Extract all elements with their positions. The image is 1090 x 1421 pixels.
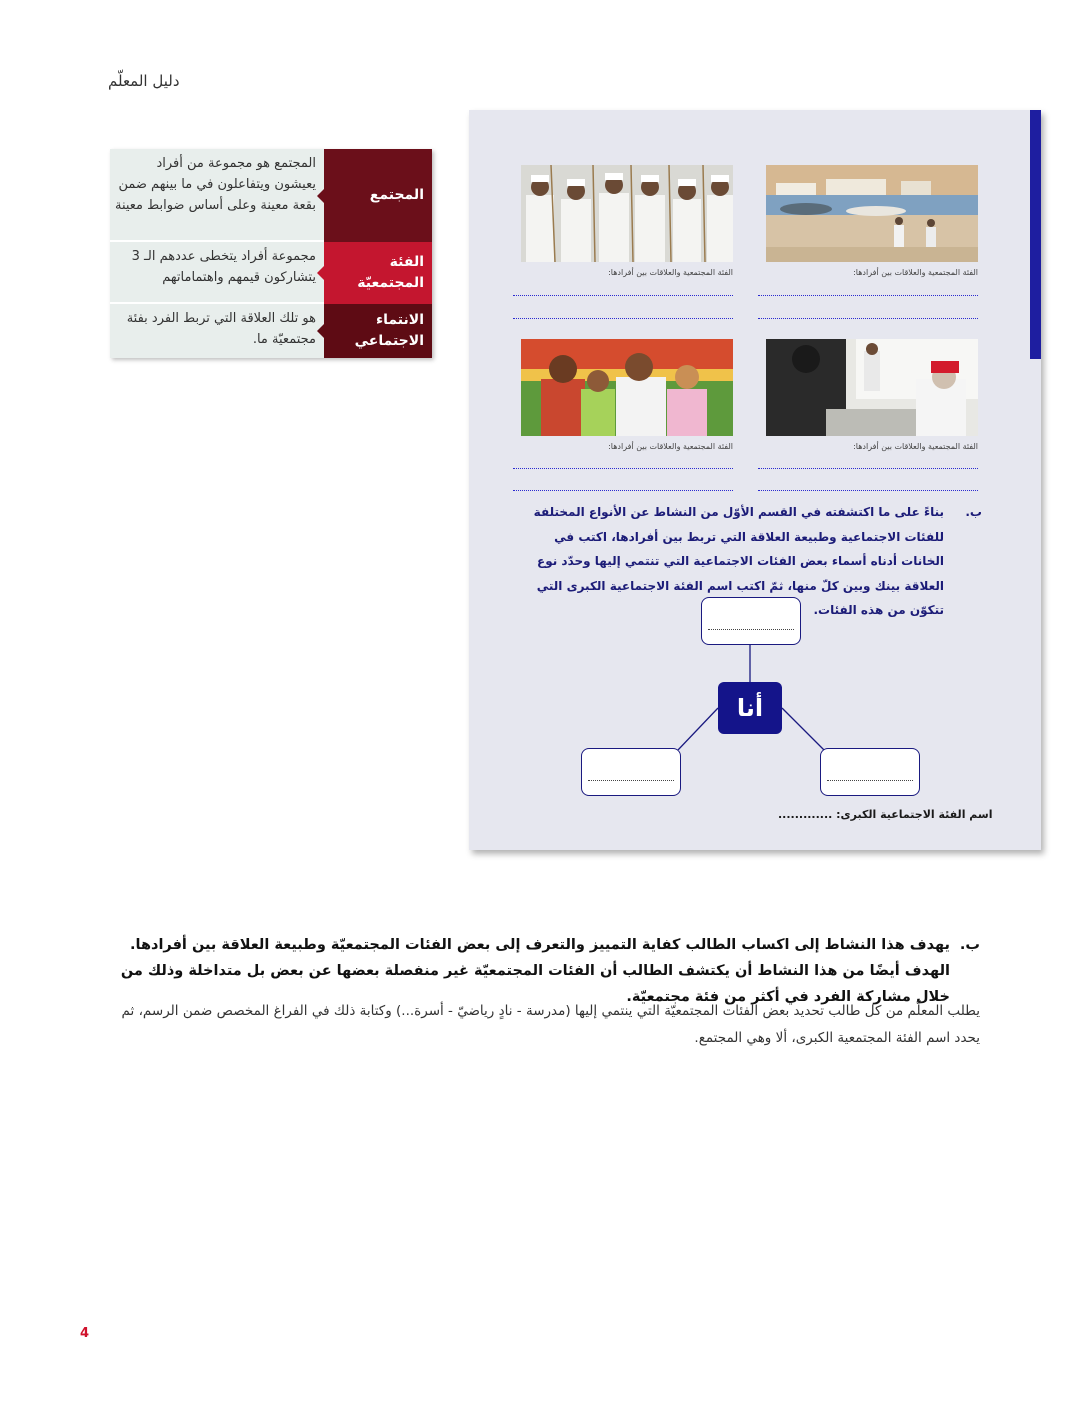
glossary-term: الفئة المجتمعيّة (324, 242, 432, 304)
glossary-term: الانتماء الاجتماعي (324, 304, 432, 358)
big-category-label: اسم الفئة الاجتماعية الكبرى: ............. (778, 808, 993, 821)
glossary-row (110, 149, 432, 242)
glossary-row (110, 242, 432, 304)
center-me-box: أنا (718, 682, 782, 734)
photo-caption: الفئة المجتمعية والعلاقات بين أفرادها: (853, 442, 978, 451)
glossary-definition: المجتمع هو مجموعة من أفراد يعيشون ويتفاعلون في ما بينهم ضمن بقعة معينة وعلى أساس ضوابط معينة (110, 149, 324, 242)
glossary-table (110, 149, 432, 358)
glossary-term: المجتمع (324, 149, 432, 242)
group-box-left[interactable] (581, 748, 681, 796)
photo-caption: الفئة المجتمعية والعلاقات بين أفرادها: (853, 268, 978, 277)
objective-text: يهدف هذا النشاط إلى اكساب الطالب كفاية التمييز والتعرف إلى بعض الفئات المجتمعيّة وطبيعة العلاقة بين أفرادها. الهدف أيضًا من هذا النشاط أن يكتشف الطالب أن الفئات المجتمعيّة غير منفصلة بعضها عن بعض بل متداخلة وذلك من خلال مشاركة الفرد في أكثر من فئة مجتمعيّة. (120, 937, 950, 1005)
page-header-title: دليل المعلّم (108, 72, 180, 90)
group-box-right[interactable] (820, 748, 920, 796)
answer-line[interactable] (513, 490, 733, 491)
answer-line[interactable] (758, 468, 978, 469)
accent-strip (1030, 110, 1041, 359)
classroom-photo (766, 339, 978, 436)
item-marker: ب. (965, 505, 982, 519)
activity-instructions-text: بناءً على ما اكتشفته في القسم الأوّل من النشاط عن الأنواع المختلفة للفئات الاجتماعية وطبيعة العلاقة التي تربط بين أفرادها، اكتب في الخانات أدناه أسماء بعض الفئات الاجتماعية التي تنتمي إليها وحدّد نوع العلاقة بينك وبين كلّ منها، ثمّ اكتب اسم الفئة الاجتماعية الكبرى التي تتكوّن من هذه الفئات. (533, 505, 944, 617)
answer-line[interactable] (513, 295, 733, 296)
answer-line[interactable] (758, 318, 978, 319)
teacher-instruction: يطلب المعلّم من كل طالب تحديد بعض الفئات المجتمعيّة التي ينتمي إليها (مدرسة - نادٍ رياضيّ - أسرة...) وكتابة ذلك في الفراغ المخصص ضمن الرسم، ثم يحدد اسم الفئة المجتمعية الكبرى، ألا وهي المجتمع. (121, 1003, 980, 1046)
family-photo (521, 339, 733, 436)
group-box-top[interactable] (701, 597, 801, 645)
traditional-dance-photo (521, 165, 733, 262)
answer-line[interactable] (513, 318, 733, 319)
glossary-row (110, 304, 432, 358)
answer-line[interactable] (758, 295, 978, 296)
answer-line[interactable] (513, 468, 733, 469)
harbor-beach-photo (766, 165, 978, 262)
glossary-definition: مجموعة أفراد يتخطى عددهم الـ 3 يتشاركون قيمهم واهتماماتهم (110, 242, 324, 304)
glossary-definition: هو تلك العلاقة التي تربط الفرد بفئة مجتمعيّة ما. (110, 304, 324, 358)
item-marker: ب. (959, 937, 980, 953)
answer-line[interactable] (758, 490, 978, 491)
photo-caption: الفئة المجتمعية والعلاقات بين أفرادها: (608, 268, 733, 277)
photo-caption: الفئة المجتمعية والعلاقات بين أفرادها: (608, 442, 733, 451)
page-number: 4 (80, 1326, 90, 1341)
